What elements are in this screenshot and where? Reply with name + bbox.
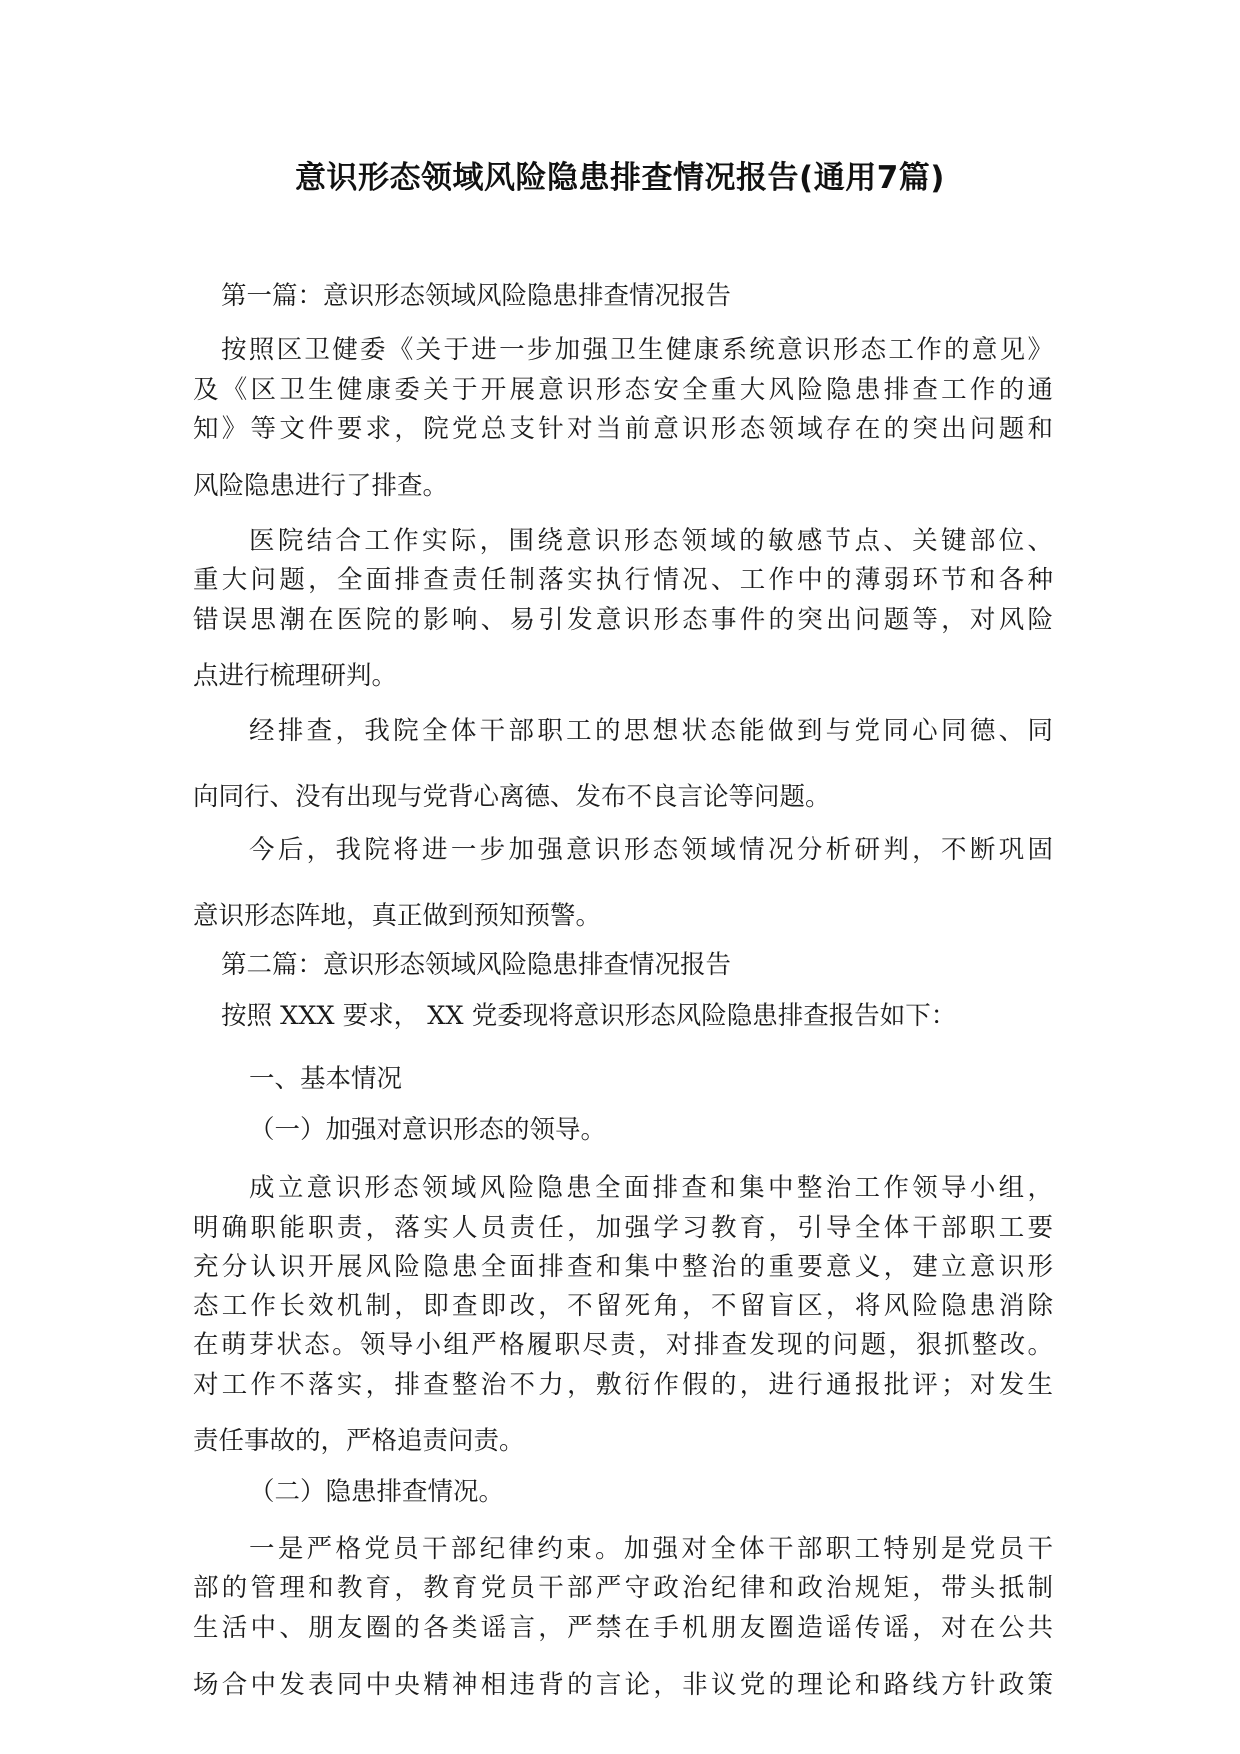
text-line: 错误思潮在医院的影响、易引发意识形态事件的突出问题等，对风险 (193, 605, 1053, 635)
text-line: 向同行、没有出现与党背心离德、发布不良言论等问题。 (193, 782, 831, 812)
text-line: 点进行梳理研判。 (193, 661, 398, 691)
text-line: 充分认识开展风险隐患全面排查和集中整治的重要意义，建立意识形 (193, 1252, 1053, 1282)
text-line: 按照区卫健委《关于进一步加强卫生健康系统意识形态工作的意见》 (221, 335, 1053, 365)
text-line: 生活中、朋友圈的各类谣言，严禁在手机朋友圈造谣传谣，对在公共 (193, 1613, 1053, 1643)
text-line: 第一篇：意识形态领域风险隐患排查情况报告 (221, 281, 732, 311)
text-line: 及《区卫生健康委关于开展意识形态安全重大风险隐患排查工作的通 (193, 375, 1053, 405)
text-line: 经排查，我院全体干部职工的思想状态能做到与党同心同德、同 (249, 716, 1053, 746)
text-line: 成立意识形态领域风险隐患全面排查和集中整治工作领导小组， (249, 1173, 1053, 1203)
text-line: 按照 XXX 要求， XX 党委现将意识形态风险隐患排查报告如下： (221, 1001, 957, 1031)
text-line: 责任事故的，严格追责问责。 (193, 1426, 525, 1456)
text-line: 态工作长效机制，即查即改，不留死角，不留盲区，将风险隐患消除 (193, 1291, 1053, 1321)
text-line: 一、基本情况 (249, 1064, 403, 1094)
text-line: 今后，我院将进一步加强意识形态领域情况分析研判，不断巩固 (249, 835, 1053, 865)
text-line: 风险隐患进行了排查。 (193, 471, 449, 501)
text-line: 一是严格党员干部纪律约束。加强对全体干部职工特别是党员干 (249, 1534, 1053, 1564)
text-line: 明确职能职责，落实人员责任，加强学习教育，引导全体干部职工要 (193, 1213, 1053, 1243)
text-line: 意识形态阵地，真正做到预知预警。 (193, 901, 602, 931)
text-line: 知》等文件要求，院党总支针对当前意识形态领域存在的突出问题和 (193, 414, 1053, 444)
text-line: 第二篇：意识形态领域风险隐患排查情况报告 (221, 950, 732, 980)
text-line: （二）隐患排查情况。 (249, 1477, 505, 1507)
text-line: 在萌芽状态。领导小组严格履职尽责，对排查发现的问题，狠抓整改。 (193, 1330, 1053, 1360)
text-line: （一）加强对意识形态的领导。 (249, 1115, 607, 1145)
text-line: 对工作不落实，排查整治不力，敷衍作假的，进行通报批评；对发生 (193, 1370, 1053, 1400)
text-line: 部的管理和教育，教育党员干部严守政治纪律和政治规矩，带头抵制 (193, 1573, 1053, 1603)
text-line: 医院结合工作实际，围绕意识形态领域的敏感节点、关键部位、 (249, 526, 1053, 556)
text-line: 重大问题，全面排查责任制落实执行情况、工作中的薄弱环节和各种 (193, 565, 1053, 595)
text-line: 场合中发表同中央精神相违背的言论，非议党的理论和路线方针政策 (193, 1670, 1053, 1700)
document-title: 意识形态领域风险隐患排查情况报告(通用7篇) (295, 160, 945, 196)
